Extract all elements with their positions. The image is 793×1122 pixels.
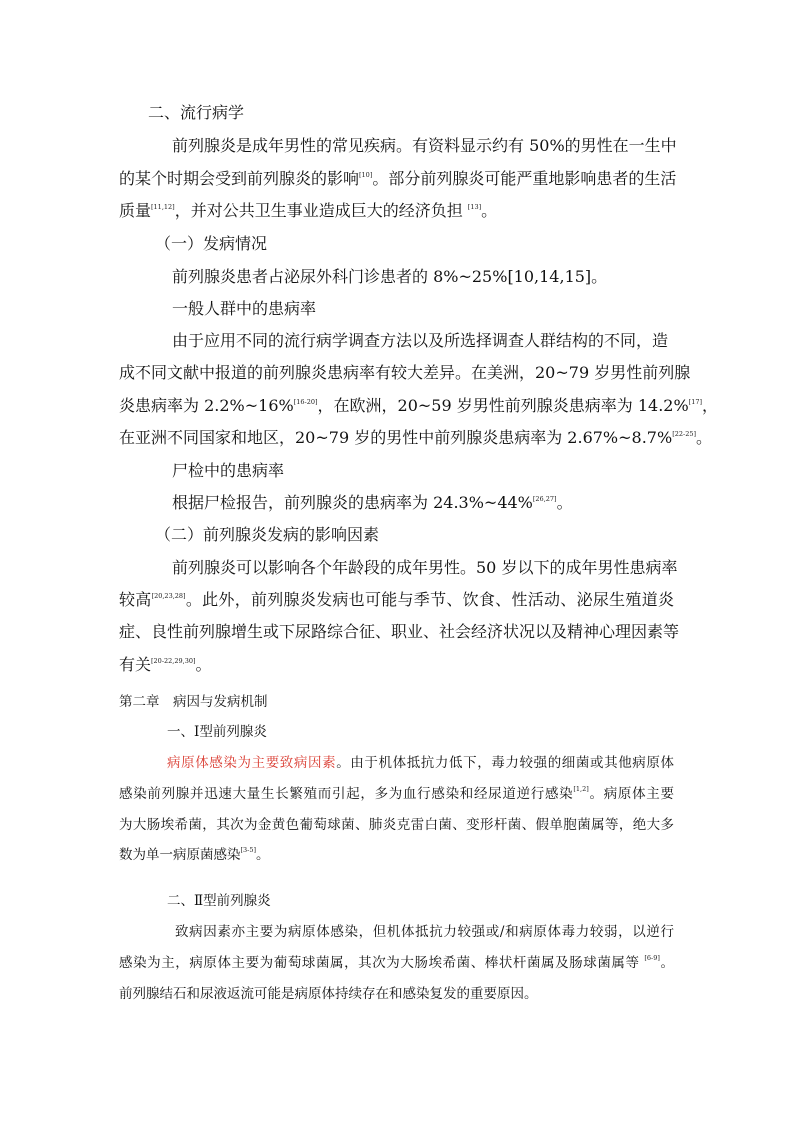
subsection-heading-incidence: （一）发病情况	[155, 234, 268, 253]
section-heading-epidemiology: 二、流行病学	[148, 103, 245, 122]
citation-ref: [3-5]	[240, 846, 257, 854]
paragraph-line: 前列腺炎可以影响各个年龄段的成年男性。50 岁以下的成年男性患病率	[172, 558, 678, 577]
paragraph-line: 致病因素亦主要为病原体感染，但机体抵抗力较强或/和病原体毒力较弱，以逆行	[175, 924, 674, 940]
paragraph-line: 感染前列腺并迅速大量生长繁殖而引起，多为血行感染和经尿道逆行感染[1,2]。病原体主要	[119, 785, 675, 802]
topic-heading-autopsy: 尸检中的患病率	[172, 461, 285, 480]
paragraph-line: 的某个时期会受到前列腺炎的影响[10]。部分前列腺炎可能严重地影响患者的生活	[119, 169, 677, 188]
paragraph-line: 有关[20-22,29,30]。	[119, 655, 212, 674]
citation-ref: [26,27]	[532, 495, 557, 503]
paragraph-line: 前列腺炎是成年男性的常见疾病。有资料显示约有 50%的男性在一生中	[172, 136, 677, 155]
citation-ref: [13]	[467, 203, 482, 211]
highlighted-text: 病原体感染为主要致病因素	[167, 755, 337, 771]
paragraph-line: 前列腺炎患者占泌尿外科门诊患者的 8%~25%[10,14,15]。	[172, 267, 608, 286]
paragraph-line: 成不同文献中报道的前列腺炎患病率有较大差异。在美洲，20~79 岁男性前列腺	[119, 363, 691, 382]
section-heading-type2: 二、Ⅱ型前列腺炎	[167, 893, 271, 909]
citation-ref: [6-9]	[644, 954, 660, 962]
topic-heading-general-population: 一般人群中的患病率	[172, 299, 317, 318]
paragraph-line: 质量[11,12]，并对公共卫生事业造成巨大的经济负担 [13]。	[119, 201, 498, 220]
citation-ref: [20-22,29,30]	[151, 657, 196, 665]
citation-ref: [17]	[688, 398, 703, 406]
citation-ref: [16-20]	[293, 398, 318, 406]
paragraph-line: 病原体感染为主要致病因素。由于机体抵抗力低下，毒力较强的细菌或其他病原体	[167, 755, 675, 771]
paragraph-line: 症、良性前列腺增生或下尿路综合征、职业、社会经济状况以及精神心理因素等	[119, 622, 680, 641]
citation-ref: [11,12]	[151, 203, 175, 211]
paragraph-line: 炎患病率为 2.2%~16%[16-20]，在欧洲，20~59 岁男性前列腺炎患病率为 14.2%[17]，	[119, 396, 719, 415]
citation-ref: [1,2]	[573, 785, 589, 793]
section-heading-type1: 一、Ⅰ型前列腺炎	[167, 724, 267, 740]
paragraph-line: 前列腺结石和尿液返流可能是病原体持续存在和感染复发的重要原因。	[119, 986, 538, 1002]
subsection-heading-factors: （二）前列腺炎发病的影响因素	[155, 525, 380, 544]
paragraph-line: 为大肠埃希菌，其次为金黄色葡萄球菌、肺炎克雷白菌、变形杆菌、假单胞菌属等，绝大多	[119, 817, 674, 833]
paragraph-line: 根据尸检报告，前列腺炎的患病率为 24.3%~44%[26,27]。	[172, 493, 573, 512]
citation-ref: [22-25]	[672, 430, 696, 438]
citation-ref: [10]	[359, 171, 373, 179]
paragraph-line: 数为单一病原菌感染[3-5]。	[119, 846, 270, 863]
paragraph-line: 在亚洲不同国家和地区，20~79 岁的男性中前列腺炎患病率为 2.67%~8.7%[22-25]。	[119, 428, 713, 447]
citation-ref: [20,23,28]	[151, 592, 186, 600]
paragraph-line: 较高[20,23,28]。此外，前列腺炎发病也可能与季节、饮食、性活动、泌尿生殖道炎	[119, 590, 674, 609]
chapter-heading: 第二章 病因与发病机制	[119, 694, 268, 710]
paragraph-line: 感染为主，病原体主要为葡萄球菌属，其次为大肠埃希菌、棒状杆菌属及肠球菌属等 [6-9]。	[119, 954, 675, 971]
paragraph-line: 由于应用不同的流行病学调查方法以及所选择调查人群结构的不同，造	[172, 331, 669, 350]
